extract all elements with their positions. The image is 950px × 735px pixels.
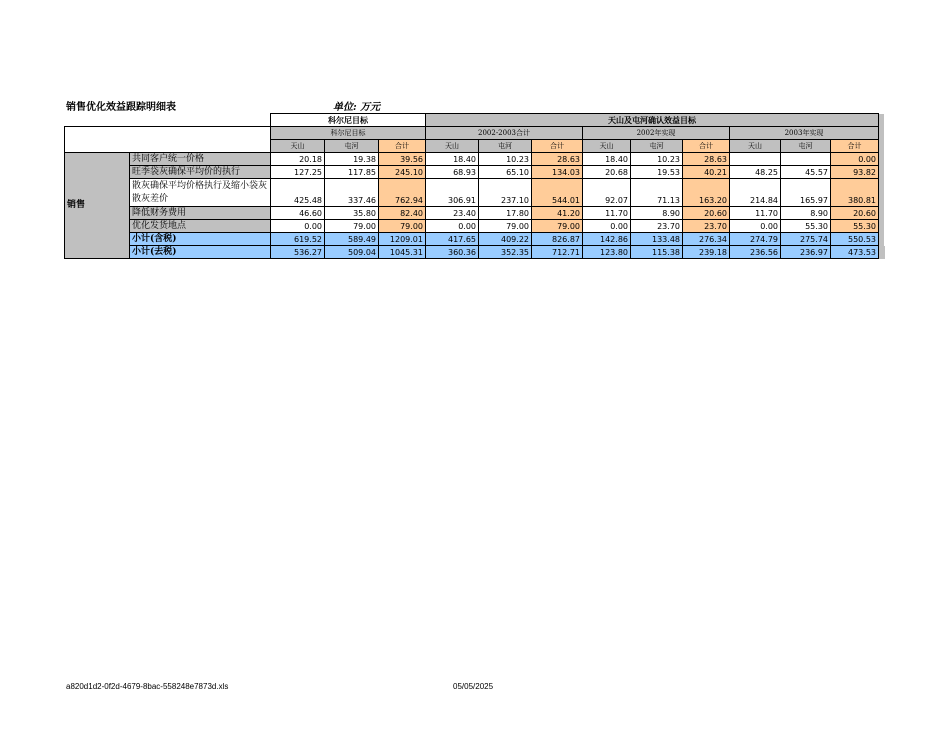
cell: 19.38 bbox=[325, 153, 379, 166]
cell: 123.80 bbox=[583, 246, 631, 259]
header-2002-2003: 2002-2003合计 bbox=[426, 127, 583, 140]
cell: 20.60 bbox=[683, 207, 730, 220]
cell: 360.36 bbox=[426, 246, 479, 259]
cell: 237.10 bbox=[479, 179, 532, 207]
cell: 544.01 bbox=[532, 179, 583, 207]
cell: 40.21 bbox=[683, 166, 730, 179]
cell: 8.90 bbox=[781, 207, 831, 220]
cell: 134.03 bbox=[532, 166, 583, 179]
cell: 245.10 bbox=[379, 166, 426, 179]
header-kerr-group: 科尔尼目标 bbox=[271, 114, 426, 127]
cell: 23.70 bbox=[683, 220, 730, 233]
tracking-table bbox=[64, 113, 885, 259]
cell: 18.40 bbox=[426, 153, 479, 166]
cell: 417.65 bbox=[426, 233, 479, 246]
cell: 46.60 bbox=[271, 207, 325, 220]
cell: 23.70 bbox=[631, 220, 683, 233]
row-label: 共同客户统一价格 bbox=[130, 153, 271, 166]
cell: 79.00 bbox=[325, 220, 379, 233]
cell: 20.68 bbox=[583, 166, 631, 179]
cell: 276.34 bbox=[683, 233, 730, 246]
cell bbox=[730, 153, 781, 166]
cell: 0.00 bbox=[583, 220, 631, 233]
table-row bbox=[65, 220, 885, 233]
cell: 48.25 bbox=[730, 166, 781, 179]
cell: 762.94 bbox=[379, 179, 426, 207]
col-tunhe: 屯河 bbox=[325, 140, 379, 153]
cell: 275.74 bbox=[781, 233, 831, 246]
footer-filename: a820d1d2-0f2d-4679-8bac-558248e7873d.xls bbox=[66, 682, 229, 691]
cell: 409.22 bbox=[479, 233, 532, 246]
cell: 337.46 bbox=[325, 179, 379, 207]
table-row bbox=[65, 166, 885, 179]
unit-label: 单位: 万元 bbox=[333, 102, 381, 113]
cell: 165.97 bbox=[781, 179, 831, 207]
cell: 163.20 bbox=[683, 179, 730, 207]
cell: 117.85 bbox=[325, 166, 379, 179]
cell: 127.25 bbox=[271, 166, 325, 179]
cell: 92.07 bbox=[583, 179, 631, 207]
col-total: 合计 bbox=[683, 140, 730, 153]
cell: 39.56 bbox=[379, 153, 426, 166]
row-label: 旺季袋灰确保平均价的执行 bbox=[130, 166, 271, 179]
col-tianshan: 天山 bbox=[583, 140, 631, 153]
table-row bbox=[65, 153, 885, 166]
col-tunhe: 屯河 bbox=[631, 140, 683, 153]
cell: 10.23 bbox=[479, 153, 532, 166]
cell: 236.56 bbox=[730, 246, 781, 259]
cell: 23.40 bbox=[426, 207, 479, 220]
cell: 11.70 bbox=[583, 207, 631, 220]
header-row-1 bbox=[65, 114, 885, 127]
cell: 17.80 bbox=[479, 207, 532, 220]
sheet-title: 销售优化效益跟踪明细表 bbox=[66, 102, 176, 113]
cell: 380.81 bbox=[831, 179, 879, 207]
cell: 0.00 bbox=[730, 220, 781, 233]
cell: 142.86 bbox=[583, 233, 631, 246]
col-tianshan: 天山 bbox=[730, 140, 781, 153]
cell: 425.48 bbox=[271, 179, 325, 207]
cell: 536.27 bbox=[271, 246, 325, 259]
cell: 236.97 bbox=[781, 246, 831, 259]
cell: 71.13 bbox=[631, 179, 683, 207]
cell: 0.00 bbox=[271, 220, 325, 233]
cell: 28.63 bbox=[532, 153, 583, 166]
row-label: 降低财务费用 bbox=[130, 207, 271, 220]
cell: 79.00 bbox=[532, 220, 583, 233]
cell: 1209.01 bbox=[379, 233, 426, 246]
col-tianshan: 天山 bbox=[271, 140, 325, 153]
cell: 589.49 bbox=[325, 233, 379, 246]
cell: 18.40 bbox=[583, 153, 631, 166]
subtotal-row bbox=[65, 246, 885, 259]
cell: 41.20 bbox=[532, 207, 583, 220]
col-total: 合计 bbox=[379, 140, 426, 153]
cell: 65.10 bbox=[479, 166, 532, 179]
cell: 28.63 bbox=[683, 153, 730, 166]
category-cell: 销售 bbox=[65, 153, 130, 259]
cell: 20.18 bbox=[271, 153, 325, 166]
table-row bbox=[65, 179, 885, 207]
cell: 352.35 bbox=[479, 246, 532, 259]
cell: 0.00 bbox=[831, 153, 879, 166]
col-total: 合计 bbox=[532, 140, 583, 153]
cell: 35.80 bbox=[325, 207, 379, 220]
header-2003: 2003年实现 bbox=[730, 127, 879, 140]
row-label: 优化发货地点 bbox=[130, 220, 271, 233]
row-label: 散灰确保平均价格执行及缩小袋灰散灰差价 bbox=[130, 179, 271, 207]
cell: 20.60 bbox=[831, 207, 879, 220]
cell: 19.53 bbox=[631, 166, 683, 179]
header-kerr-sub: 科尔尼目标 bbox=[271, 127, 426, 140]
cell: 55.30 bbox=[781, 220, 831, 233]
col-tunhe: 屯河 bbox=[479, 140, 532, 153]
cell: 10.23 bbox=[631, 153, 683, 166]
cell: 68.93 bbox=[426, 166, 479, 179]
header-tianshan-group: 天山及屯河确认效益目标 bbox=[426, 114, 879, 127]
cell: 306.91 bbox=[426, 179, 479, 207]
cell: 274.79 bbox=[730, 233, 781, 246]
header-row-2 bbox=[65, 127, 885, 140]
cell: 55.30 bbox=[831, 220, 879, 233]
cell: 11.70 bbox=[730, 207, 781, 220]
cell: 8.90 bbox=[631, 207, 683, 220]
table-row bbox=[65, 207, 885, 220]
cell: 826.87 bbox=[532, 233, 583, 246]
cell: 82.40 bbox=[379, 207, 426, 220]
cell: 473.53 bbox=[831, 246, 879, 259]
subtotal-label: 小计(含税) bbox=[130, 233, 271, 246]
cell: 239.18 bbox=[683, 246, 730, 259]
header-2002: 2002年实现 bbox=[583, 127, 730, 140]
cell: 79.00 bbox=[479, 220, 532, 233]
cell: 93.82 bbox=[831, 166, 879, 179]
cell: 79.00 bbox=[379, 220, 426, 233]
cell: 214.84 bbox=[730, 179, 781, 207]
cell: 712.71 bbox=[532, 246, 583, 259]
cell: 550.53 bbox=[831, 233, 879, 246]
footer-date: 05/05/2025 bbox=[453, 682, 494, 691]
cell: 133.48 bbox=[631, 233, 683, 246]
col-total: 合计 bbox=[831, 140, 879, 153]
col-tianshan: 天山 bbox=[426, 140, 479, 153]
cell: 0.00 bbox=[426, 220, 479, 233]
subtotal-label: 小计(去税) bbox=[130, 246, 271, 259]
col-tunhe: 屯河 bbox=[781, 140, 831, 153]
cell: 619.52 bbox=[271, 233, 325, 246]
cell: 1045.31 bbox=[379, 246, 426, 259]
cell: 115.38 bbox=[631, 246, 683, 259]
cell: 45.57 bbox=[781, 166, 831, 179]
subtotal-row bbox=[65, 233, 885, 246]
cell: 509.04 bbox=[325, 246, 379, 259]
cell bbox=[781, 153, 831, 166]
